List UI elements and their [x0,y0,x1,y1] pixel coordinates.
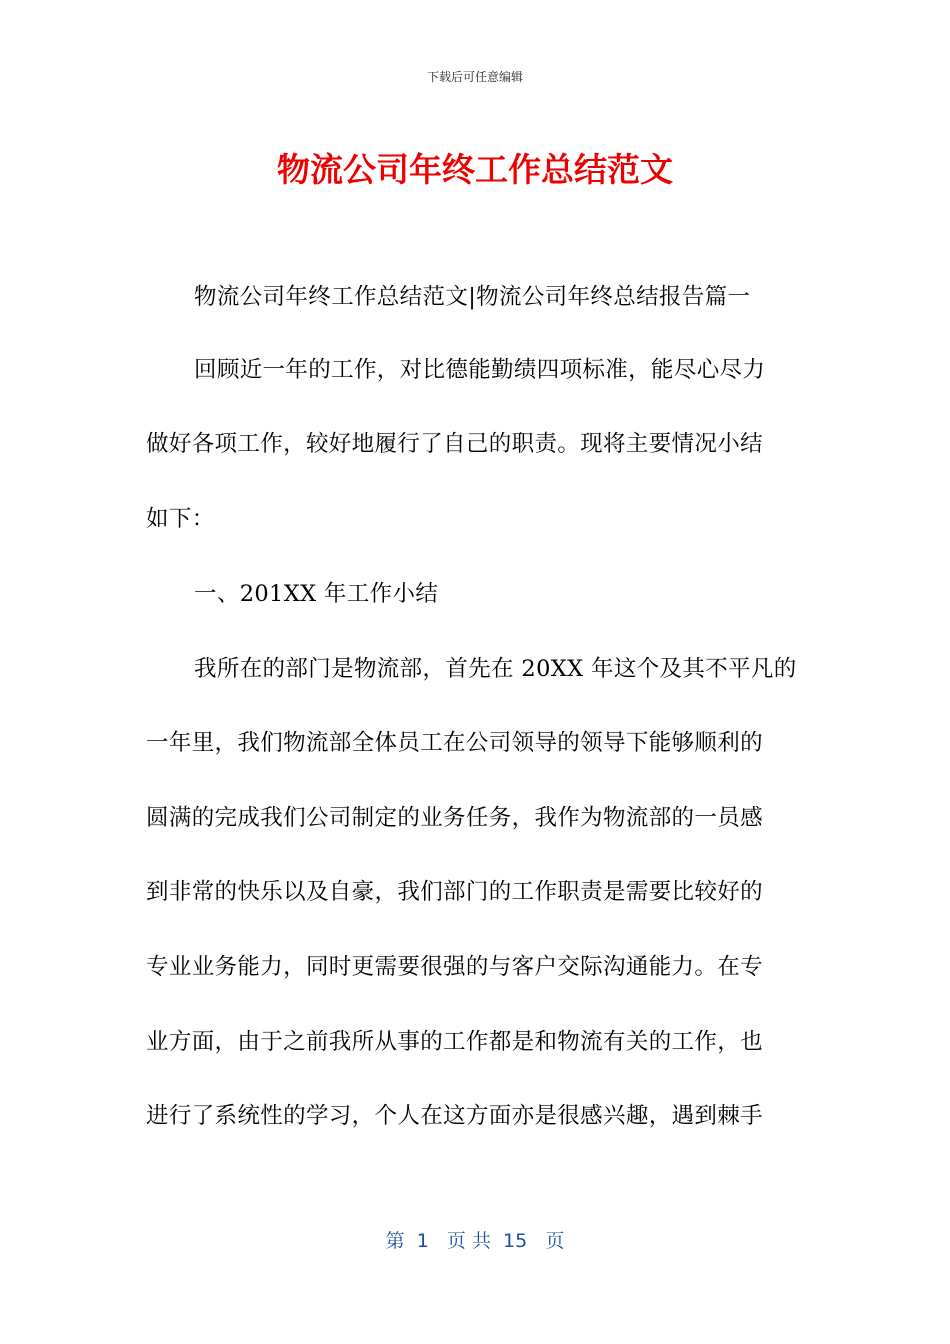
body-line: 回顾近一年的工作，对比德能勤绩四项标准，能尽心尽力 [194,357,766,383]
body-line: 圆满的完成我们公司制定的业务任务，我作为物流部的一员感 [146,805,763,831]
body-line: 到非常的快乐以及自豪，我们部门的工作职责是需要比较好的 [146,879,763,905]
body-line: 专业业务能力，同时更需要很强的与客户交际沟通能力。在专 [146,954,763,980]
body-line: 我所在的部门是物流部，首先在 20XX 年这个及其不平凡的 [194,656,797,682]
page-number-footer: 第 1 页 共 15 页 [385,1230,565,1252]
section-heading: 一、201XX 年工作小结 [194,581,439,607]
body-line: 一年里，我们物流部全体员工在公司领导的领导下能够顺利的 [146,730,763,756]
body-line: 物流公司年终工作总结范文|物流公司年终总结报告篇一 [194,284,751,310]
body-line: 进行了系统性的学习，个人在这方面亦是很感兴趣，遇到棘手 [146,1103,763,1129]
body-line: 做好各项工作，较好地履行了自己的职责。现将主要情况小结 [146,431,763,457]
document-title: 物流公司年终工作总结范文 [277,150,673,189]
body-line: 如下： [146,506,215,532]
header-note: 下载后可任意编辑 [426,70,523,84]
body-line: 业方面，由于之前我所从事的工作都是和物流有关的工作，也 [146,1029,763,1055]
